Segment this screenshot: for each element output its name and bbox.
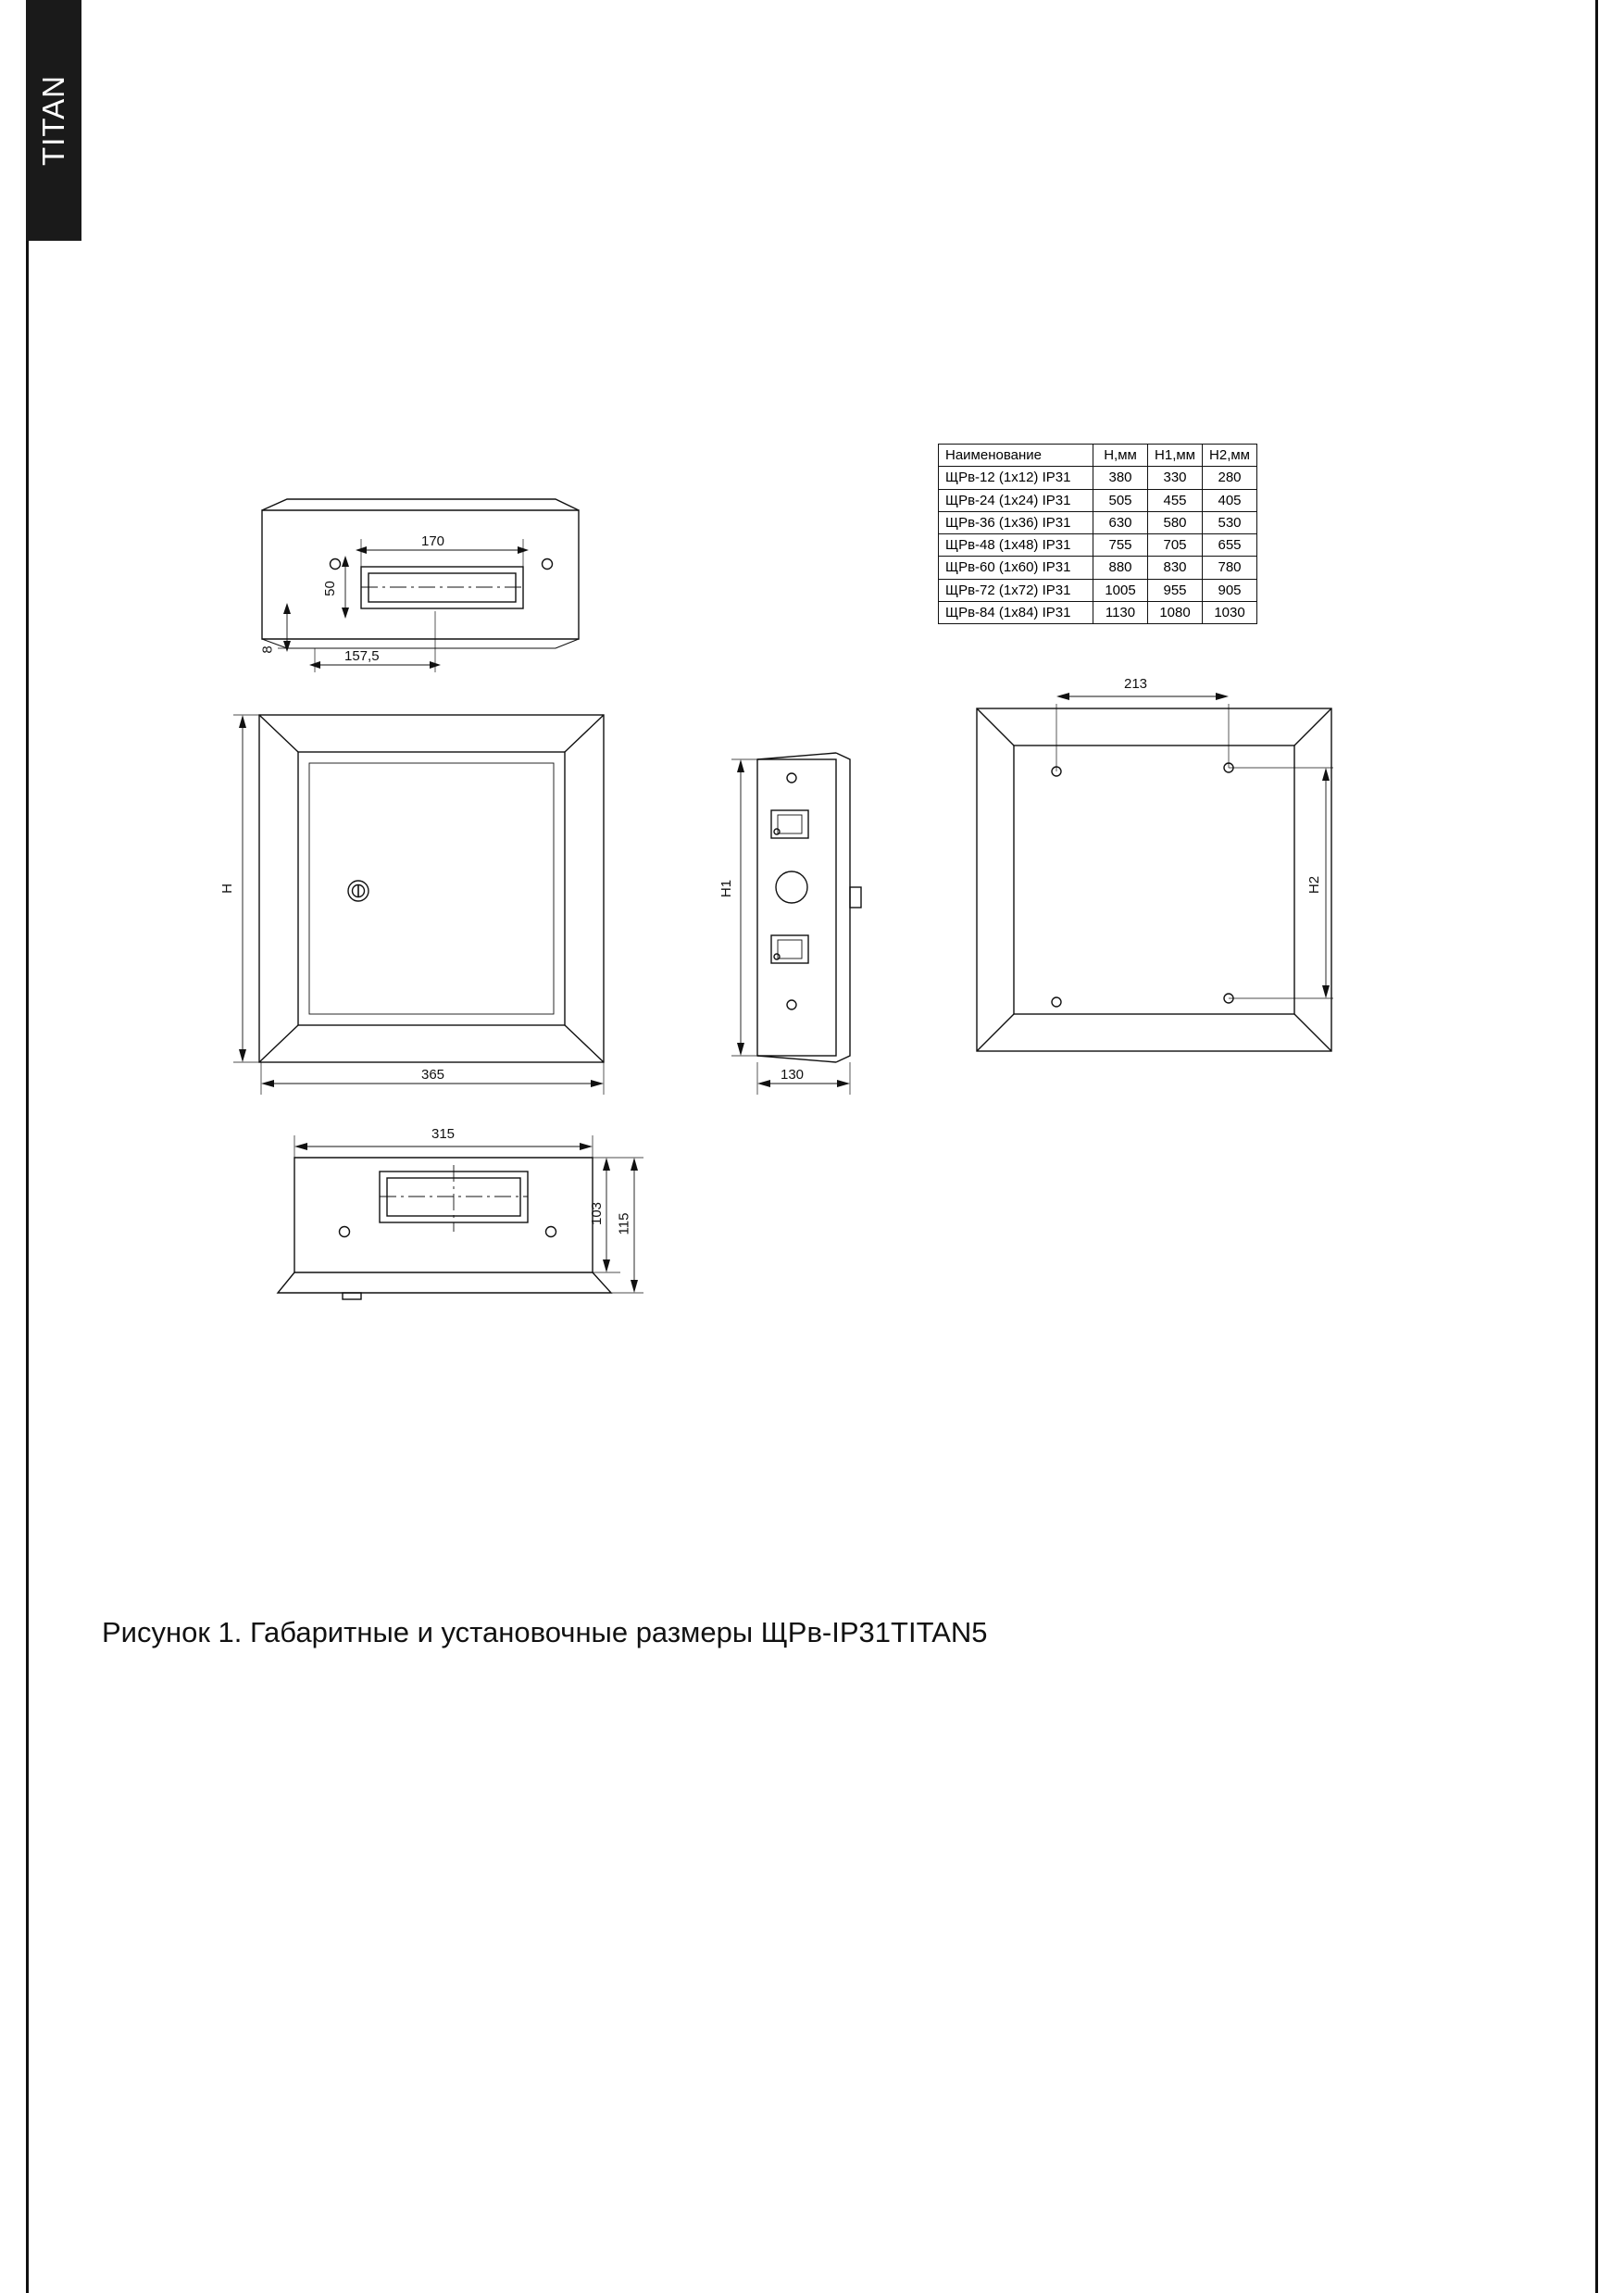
table-cell-h1: 705: [1148, 534, 1203, 557]
table-cell-h2: 530: [1203, 511, 1257, 533]
table-cell-name: ЩРв-60 (1х60) IP31: [939, 557, 1093, 579]
table-cell-h1: 330: [1148, 467, 1203, 489]
table-cell-h1: 455: [1148, 489, 1203, 511]
dim-bottom-115: 115: [616, 1212, 632, 1235]
table-row: [939, 579, 1257, 601]
table-header-cell: H,мм: [1093, 445, 1148, 467]
dim-front-H: H: [219, 883, 235, 894]
table-cell-h: 630: [1093, 511, 1148, 533]
table-cell-h2: 655: [1203, 534, 1257, 557]
table-cell-name: ЩРв-12 (1х12) IP31: [939, 467, 1093, 489]
dim-bottom-103: 103: [589, 1201, 606, 1226]
table-cell-h1: 830: [1148, 557, 1203, 579]
table-cell-h2: 1030: [1203, 601, 1257, 623]
table-cell-h1: 1080: [1148, 601, 1203, 623]
table-cell-h2: 405: [1203, 489, 1257, 511]
specifications-table: [938, 444, 1257, 624]
table-cell-h2: 780: [1203, 557, 1257, 579]
table-cell-name: ЩРв-24 (1х24) IP31: [939, 489, 1093, 511]
table-cell-h: 880: [1093, 557, 1148, 579]
table-header-cell: H2,мм: [1203, 445, 1257, 467]
table-cell-h: 1130: [1093, 601, 1148, 623]
table-cell-name: ЩРв-72 (1х72) IP31: [939, 579, 1093, 601]
dim-top-8: 8: [259, 645, 276, 654]
table-row: [939, 601, 1257, 623]
dim-front-365: 365: [421, 1067, 445, 1083]
dim-side-130: 130: [781, 1067, 805, 1083]
dim-side-H1: H1: [718, 879, 735, 898]
dim-bottom-315: 315: [431, 1126, 456, 1142]
table-cell-name: ЩРв-36 (1х36) IP31: [939, 511, 1093, 533]
table-header-cell: Наименование: [939, 445, 1093, 467]
table-header-cell: H1,мм: [1148, 445, 1203, 467]
table-row: [939, 489, 1257, 511]
table-cell-h1: 955: [1148, 579, 1203, 601]
table-cell-h2: 280: [1203, 467, 1257, 489]
dim-top-170: 170: [421, 533, 445, 549]
table-row: [939, 534, 1257, 557]
figure-caption: Рисунок 1. Габаритные и установочные размеры ЩРв-IP31TITAN5: [102, 1616, 988, 1648]
table-cell-name: ЩРв-48 (1х48) IP31: [939, 534, 1093, 557]
table-cell-h: 1005: [1093, 579, 1148, 601]
table-cell-h1: 580: [1148, 511, 1203, 533]
table-row: [939, 557, 1257, 579]
dim-back-H2: H2: [1306, 875, 1323, 895]
dim-top-157-5: 157,5: [344, 648, 380, 664]
table-header-row: [939, 445, 1257, 467]
table-cell-name: ЩРв-84 (1х84) IP31: [939, 601, 1093, 623]
dim-back-213: 213: [1124, 676, 1148, 692]
table-cell-h: 505: [1093, 489, 1148, 511]
dim-top-50: 50: [321, 581, 338, 596]
brand-name: TITAN: [36, 75, 70, 166]
table-cell-h2: 905: [1203, 579, 1257, 601]
table-row: [939, 467, 1257, 489]
table-row: [939, 511, 1257, 533]
table-cell-h: 380: [1093, 467, 1148, 489]
table-cell-h: 755: [1093, 534, 1148, 557]
